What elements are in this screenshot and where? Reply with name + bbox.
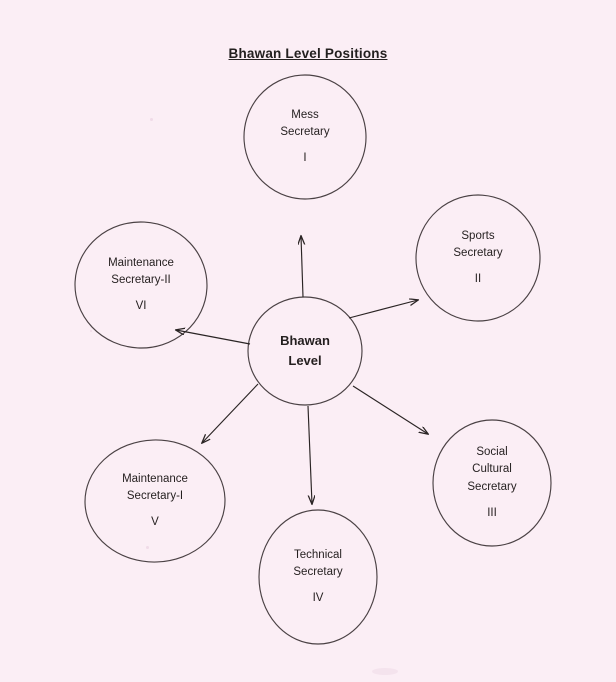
node-bhawan-level[interactable] [248, 297, 362, 405]
node-label-line: Sports [461, 229, 495, 242]
node-label-line: Secretary-II [111, 273, 171, 286]
node-label-line: Maintenance [122, 472, 188, 485]
node-label-line: Social [476, 446, 508, 458]
arrow-to-mess-secretary [301, 236, 303, 297]
node-rank: VI [135, 300, 147, 313]
node-label-line: Bhawan [280, 332, 330, 348]
node-label-line: Secretary-I [126, 489, 184, 502]
page-title: Bhawan Level Positions [228, 46, 388, 61]
node-rank: V [151, 516, 159, 529]
node-rank: I [303, 152, 307, 165]
node-label-line: Secretary [467, 480, 517, 493]
node-label-line: Technical [294, 548, 342, 561]
node-sports-secretary[interactable] [416, 195, 540, 321]
node-label-line: Secretary [293, 565, 343, 578]
node-label-line: Secretary [280, 125, 330, 138]
node-label-line: Level [288, 353, 322, 368]
node-maintenance-secretary-ii[interactable] [71, 224, 211, 346]
node-label-line: Mess [291, 108, 319, 121]
arrow-to-technical-secretary [308, 406, 312, 504]
node-label-line: Maintenance [108, 256, 174, 269]
node-rank: II [474, 273, 482, 286]
node-social-cultural-secretary[interactable] [433, 420, 551, 546]
node-technical-secretary[interactable] [259, 510, 377, 644]
node-maintenance-secretary-i[interactable] [85, 440, 225, 562]
node-rank: III [487, 506, 497, 519]
node-mess-secretary[interactable] [244, 75, 366, 199]
node-label-line: Secretary [453, 246, 503, 259]
arrow-to-social-cultural-secretary [353, 386, 428, 434]
node-label-line: Cultural [472, 463, 512, 476]
node-rank: IV [312, 592, 324, 605]
